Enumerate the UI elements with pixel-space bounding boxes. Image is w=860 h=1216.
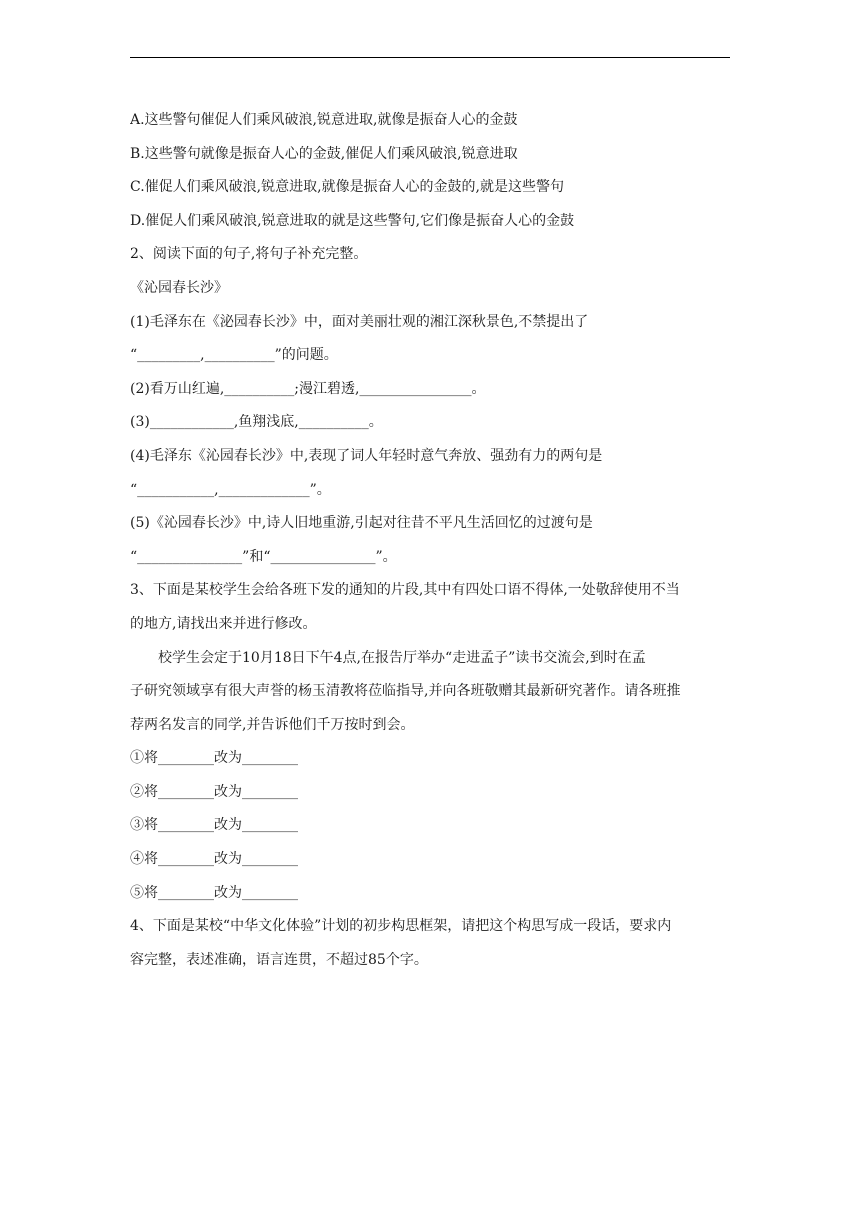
text-line: D.催促人们乘风破浪,锐意进取的就是这些警句,它们像是振奋人心的金鼓 <box>130 212 575 229</box>
text-line: (2)看万山红遍,__________;漫江碧透,________________。 <box>130 380 486 397</box>
text-line: ④将________改为________ <box>130 851 298 868</box>
text-line: B.这些警句就像是振奋人心的金鼓,催促人们乘风破浪,锐意进取 <box>130 145 518 162</box>
text-line: 校学生会定于10月18日下午4点,在报告厅举办“走进孟子”读书交流会,到时在孟 <box>158 649 646 666</box>
text-line: (5)《沁园春长沙》中,诗人旧地重游,引起对往昔不平凡生活回忆的过渡句是 <box>130 515 593 532</box>
text-line: 荐两名发言的同学,并告诉他们千万按时到会。 <box>130 716 415 733</box>
text-line: 子研究领域享有很大声誉的杨玉清教将莅临指导,并向各班敬赠其最新研究著作。请各班推 <box>130 683 681 700</box>
text-line: 3、下面是某校学生会给各班下发的通知的片段,其中有四处口语不得体,一处敬辞使用不当 <box>130 582 680 599</box>
text-line: 4、下面是某校“中华文化体验”计划的初步构思框架，请把这个构思写成一段话，要求内 <box>130 918 672 935</box>
text-line: A.这些警句催促人们乘风破浪,锐意进取,就像是振奋人心的金鼓 <box>130 112 518 128</box>
text-line: (3)____________,鱼翔浅底,__________。 <box>130 414 383 431</box>
document-body <box>130 104 730 977</box>
text-line: ②将________改为________ <box>130 783 298 800</box>
text-line: “_______________”和“_______________”。 <box>130 548 397 565</box>
text-line: 的地方,请找出来并进行修改。 <box>130 615 317 632</box>
text-line: (1)毛泽东在《泌园春长沙》中，面对美丽壮观的湘江深秋景色,不禁提出了 <box>130 313 589 330</box>
text-line: (4)毛泽东《沁园春长沙》中,表现了词人年轻时意气奔放、强劲有力的两句是 <box>130 447 603 464</box>
text-line: 《沁园春长沙》 <box>130 279 228 296</box>
text-line: 容完整，表述准确，语言连贯，不超过85个字。 <box>130 951 428 968</box>
text-line: “_________,__________”的问题。 <box>130 347 338 364</box>
header-rule <box>130 57 730 58</box>
text-line: C.催促人们乘风破浪,锐意进取,就像是振奋人心的金鼓的,就是这些警句 <box>130 179 565 196</box>
text-line: ①将________改为________ <box>130 750 298 767</box>
text-line: ⑤将________改为________ <box>130 884 298 901</box>
text-line: ③将________改为________ <box>130 817 298 834</box>
text-line: “___________,_____________”。 <box>130 481 331 498</box>
text-line: 2、阅读下面的句子,将句子补充完整。 <box>130 246 368 263</box>
